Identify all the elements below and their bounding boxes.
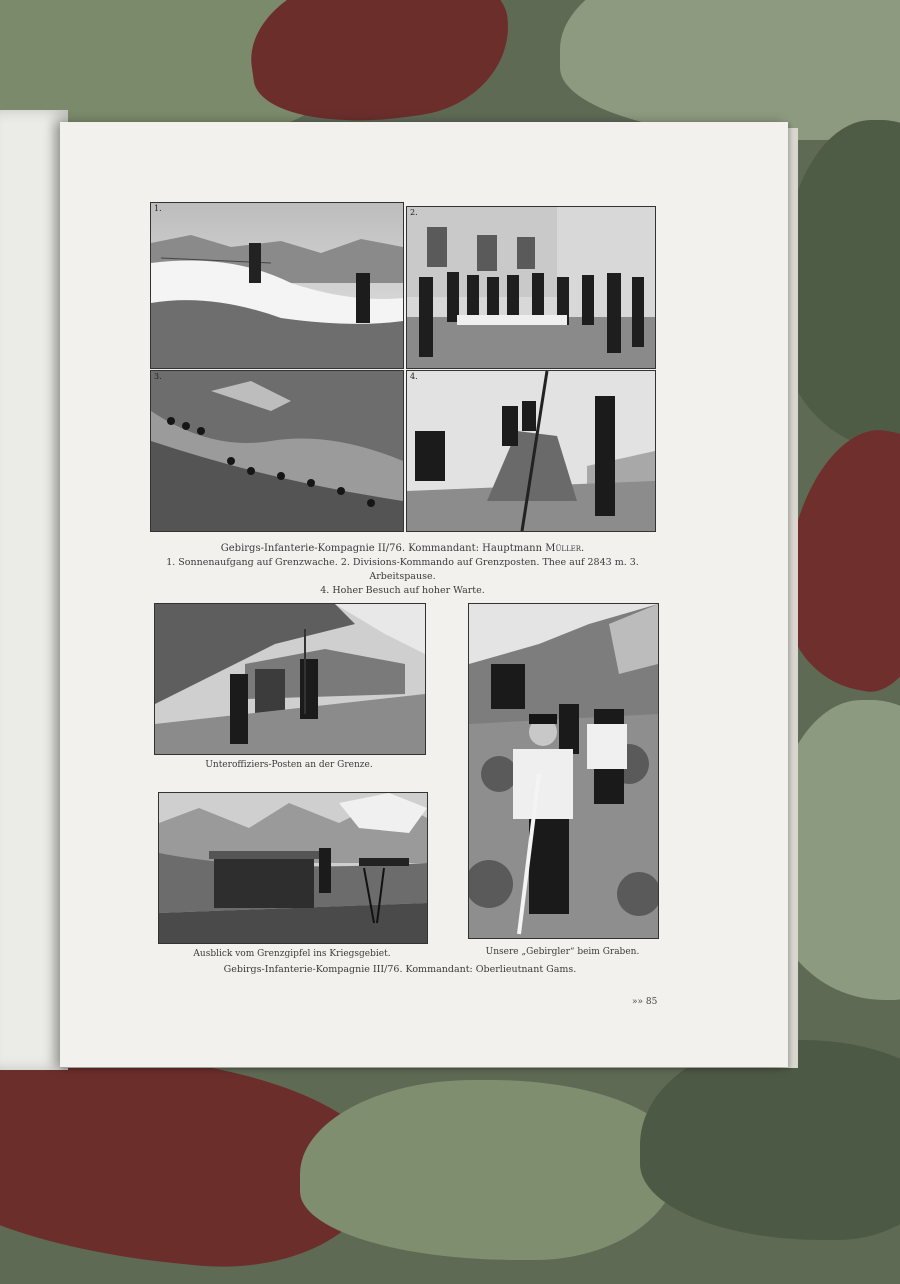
photo-nco-post — [154, 603, 426, 755]
top-caption — [150, 542, 655, 598]
photo-work-break — [150, 370, 404, 532]
caption-line-2: 4. Hoher Besuch auf hoher Warte. — [320, 585, 485, 596]
photo-summit-visit — [406, 370, 656, 532]
photo-number: 3. — [154, 372, 162, 381]
left-page-edge — [0, 110, 68, 1070]
photo-c-caption: Unsere „Gebirgler“ beim Graben. — [485, 947, 640, 957]
caption-heading-prefix: Gebirgs-Infanterie-Kompagnie II/76. Kommandant: Hauptmann — [220, 543, 546, 554]
photo-b-caption: Ausblick vom Grenzgipfel ins Kriegsgebiet. — [193, 949, 391, 959]
commander-name: Müller. — [545, 543, 585, 554]
photo-division-command — [406, 206, 656, 369]
page-number: »» 85 — [632, 997, 658, 1007]
photo-number: 4. — [410, 372, 418, 381]
section-caption: Gebirgs-Infanterie-Kompagnie III/76. Kommandant: Oberlieutnant Gams. — [223, 964, 577, 975]
photo-number: 1. — [154, 204, 162, 213]
photo-summit-view — [158, 792, 428, 944]
photo-sunrise-border-watch — [150, 202, 404, 369]
photo-a-caption: Unteroffiziers-Posten an der Grenze. — [205, 760, 373, 770]
photo-mountain-troops — [468, 603, 659, 939]
caption-line-1: 1. Sonnenaufgang auf Grenzwache. 2. Divisions-Kommando auf Grenzposten. Thee auf 2843 m. 3. Arbeitspause. — [166, 557, 639, 582]
caption-heading — [150, 542, 655, 556]
photo-number: 2. — [410, 208, 418, 217]
